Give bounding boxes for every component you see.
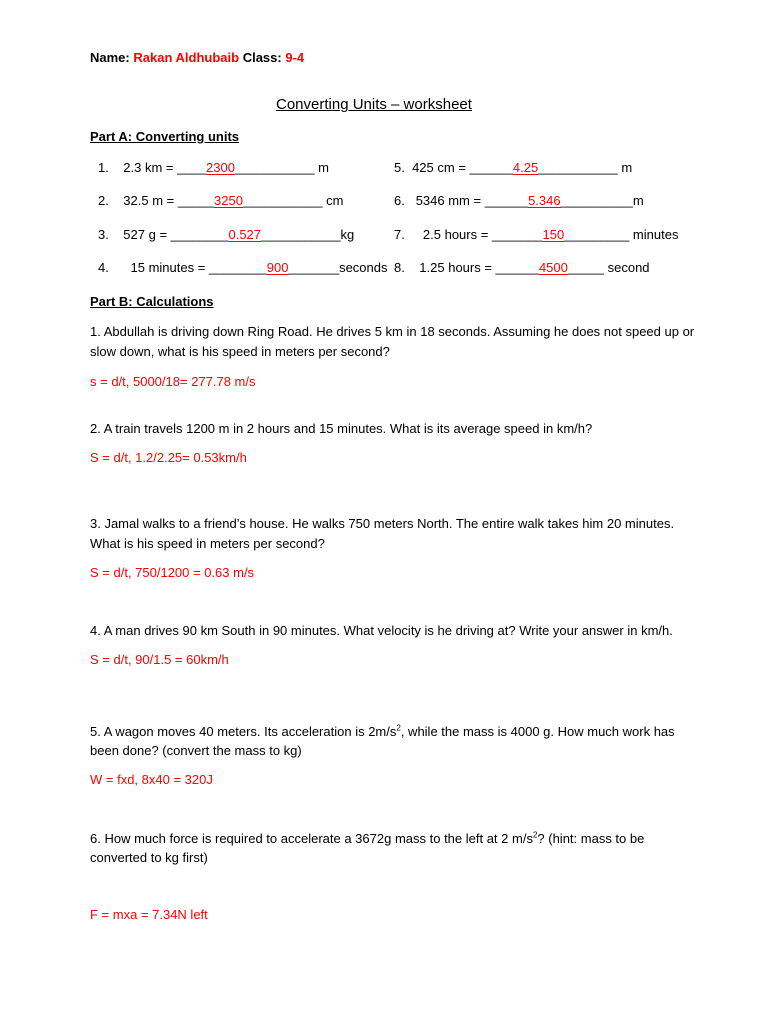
answer-text: s = d/t, 5000/18= 277.78 m/s [90,374,256,389]
question-text: 5. A wagon moves 40 meters. Its acceleration is $2m/s^2$, while the mass is 4000 g. How much work has [90,723,675,739]
conversion-item: 6. 5346 mm = ______5.346__________m [394,193,644,208]
answer-text: F = mxa = 7.34N left [90,907,208,922]
question-text: converted to kg first) [90,850,208,865]
conversion-answer: 2300 [206,160,235,175]
question-text: What is his speed in meters per second? [90,536,325,551]
page-title: Converting Units – worksheet [276,96,472,113]
question-text: slow down, what is his speed in meters per second? [90,344,390,359]
answer-text: W = fxd, 8x40 = 320J [90,772,213,787]
conversion-item: 3. 527 g = ________0.527___________kg [98,227,355,242]
question-text: 3. Jamal walks to a friend’s house. He walks 750 meters North. The entire walk takes him 20 minutes. [90,516,675,531]
student-info [90,50,304,66]
question-text: 6. How much force is required to accelerate a 3672g mass to the left at 2 $m/s^2$? (hint: mass to be [90,830,645,846]
answer-text: S = d/t, 1.2/2.25= 0.53km/h [90,450,247,465]
conversion-answer: 0.527 [228,227,262,242]
conversion-answer: 3250 [214,193,243,208]
part-b-heading: Part B: Calculations [90,294,214,309]
conversion-item: 4. 15 minutes = ________900_______seconds [98,260,388,275]
conversion-answer: 900 [266,260,289,275]
name-label: Name: [90,50,130,65]
question-text: 4. A man drives 90 km South in 90 minutes. What velocity is he driving at? Write your answer in km/h. [90,623,673,638]
conversion-answer: 4.25 [512,160,539,175]
conversion-answer: 5.346 [528,193,561,208]
conversion-item: 5. 425 cm = ______4.25___________ m [394,160,633,175]
conversion-answer: 150 [542,227,565,242]
student-name: Rakan Aldhubaib [133,50,240,65]
conversion-item: 8. 1.25 hours = ______4500_____ second [394,260,650,275]
conversion-item: 1. 2.3 km = ____2300___________ m [98,160,329,175]
class-label: Class: [242,50,282,65]
question-text: 1. Abdullah is driving down Ring Road. He drives 5 km in 18 seconds. Assuming he does not speed up or [90,324,695,339]
conversion-item: 2. 32.5 m = _____3250___________ cm [98,193,344,208]
question-text: 2. A train travels 1200 m in 2 hours and 15 minutes. What is its average speed in km/h? [90,421,593,436]
question-text: been done? (convert the mass to kg) [90,743,302,758]
conversion-answer: 4500 [538,260,568,275]
conversion-item: 7. 2.5 hours = _______150_________ minutes [394,227,679,242]
answer-text: S = d/t, 90/1.5 = 60km/h [90,652,229,667]
part-a-heading: Part A: Converting units [90,129,240,144]
answer-text: S = d/t, 750/1200 = 0.63 m/s [90,565,255,580]
class-value: 9-4 [285,50,305,65]
